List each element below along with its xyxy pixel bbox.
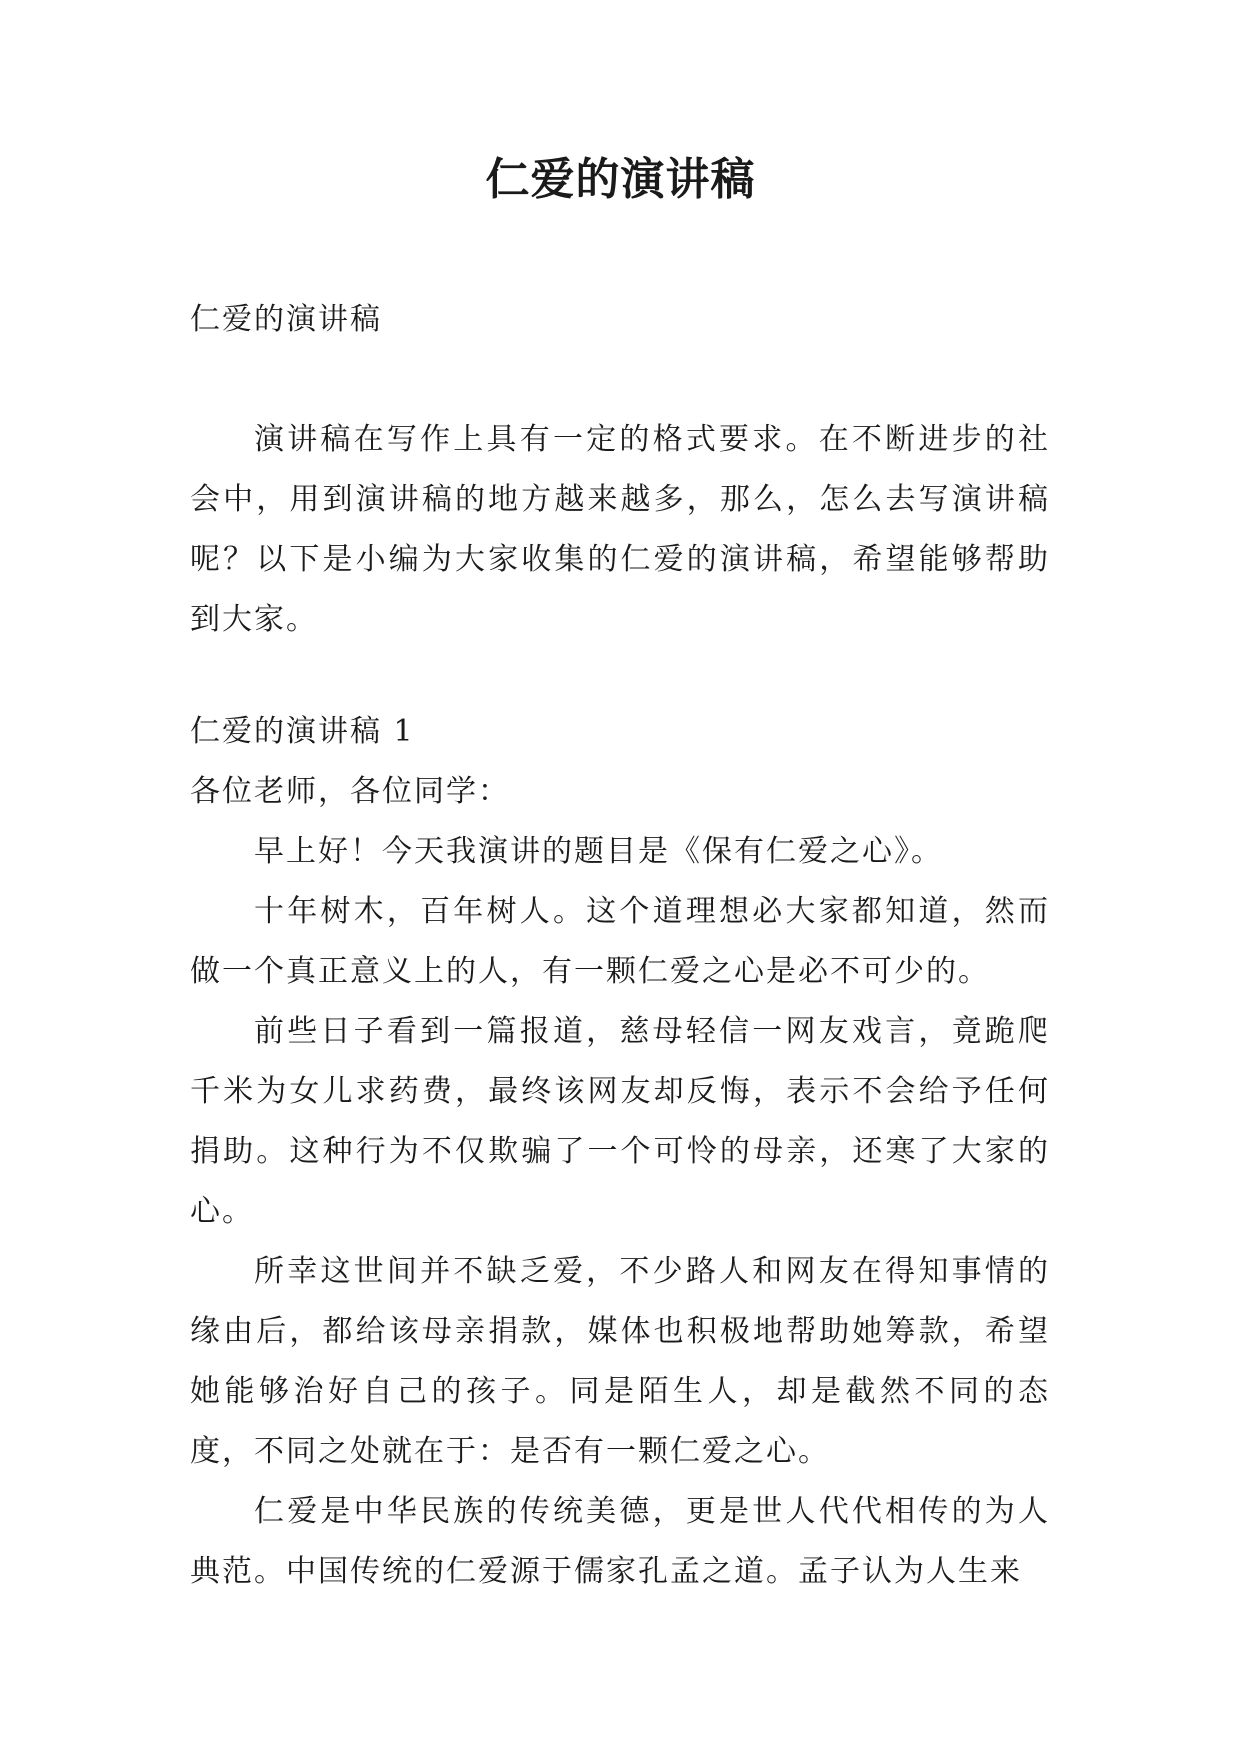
spacer [190,650,1050,702]
body-paragraph: 所幸这世间并不缺乏爱，不少路人和网友在得知事情的缘由后，都给该母亲捐款，媒体也积极地帮助她筹款，希望她能够治好自己的孩子。同是陌生人，却是截然不同的态度，不同之处就在于：是否有一颗仁爱之心。 [190,1254,1050,1469]
body-paragraph: 早上好！今天我演讲的题目是《保有仁爱之心》。 [254,834,943,869]
salutation: 各位老师，各位同学： [190,774,510,809]
document-title: 仁爱的演讲稿 [485,154,756,205]
intro-paragraph: 演讲稿在写作上具有一定的格式要求。在不断进步的社会中，用到演讲稿的地方越来越多，那么，怎么去写演讲稿呢？以下是小编为大家收集的仁爱的演讲稿，希望能够帮助到大家。 [190,422,1050,637]
document-subtitle: 仁爱的演讲稿 [190,302,382,337]
body-paragraph: 前些日子看到一篇报道，慈母轻信一网友戏言，竟跪爬千米为女儿求药费，最终该网友却反悔，表示不会给予任何捐助。这种行为不仅欺骗了一个可怜的母亲，还寒了大家的心。 [190,1014,1050,1229]
body-paragraph: 十年树木，百年树人。这个道理想必大家都知道，然而做一个真正意义上的人，有一颗仁爱之心是必不可少的。 [190,894,1050,989]
spacer [190,350,1050,410]
body-paragraph: 仁爱是中华民族的传统美德，更是世人代代相传的为人典范。中国传统的仁爱源于儒家孔孟之道。孟子认为人生来 [190,1494,1050,1589]
document-body [190,290,1050,1602]
section-heading: 仁爱的演讲稿 1 [190,714,415,749]
